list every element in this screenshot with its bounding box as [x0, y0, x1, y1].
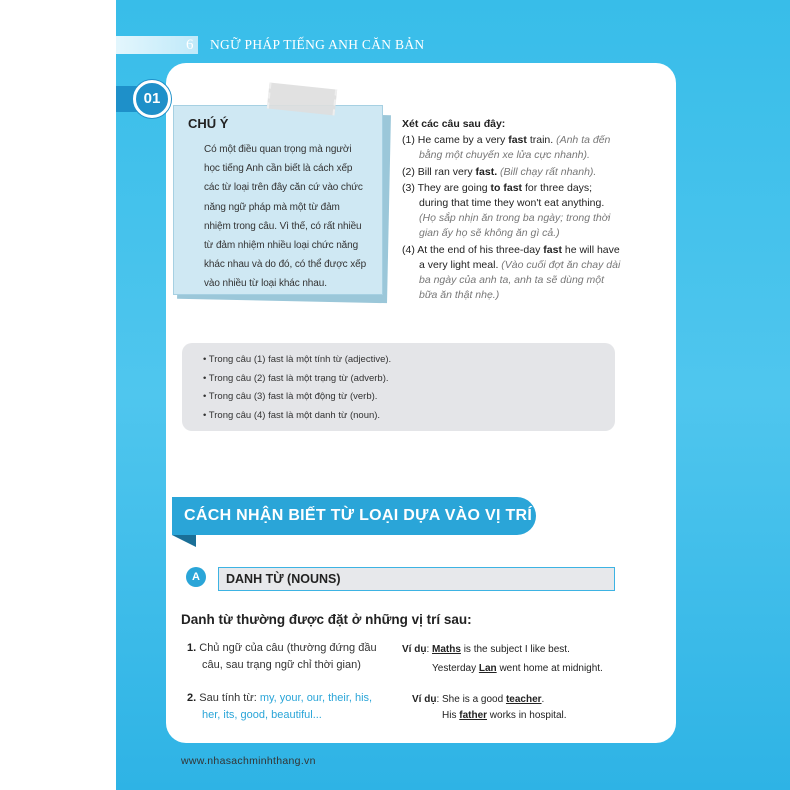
example-item — [402, 243, 624, 304]
example-item — [402, 133, 624, 163]
subsection-letter-badge: A — [186, 567, 206, 587]
summary-item: • Trong câu (1) fast là một tính từ (adjective). — [203, 354, 392, 365]
example-item — [402, 181, 624, 242]
example-text: . — [541, 694, 545, 705]
example-label: Ví dụ — [402, 644, 427, 655]
position-heading: Danh từ thường được đặt ở những vị trí sau: — [181, 612, 472, 627]
example-noun: father — [459, 710, 488, 721]
summary-item: • Trong câu (3) fast là một động từ (verb). — [203, 391, 378, 402]
example-noun: Lan — [478, 663, 497, 674]
section-title: CÁCH NHẬN BIẾT TỪ LOẠI DỰA VÀO VỊ TRÍ — [172, 497, 536, 535]
example-text: he will have a very light meal. — [419, 243, 620, 271]
example-noun: Maths — [432, 644, 461, 655]
subsection-title: DANH TỪ (NOUNS) — [218, 567, 615, 591]
rule-example — [442, 708, 567, 723]
example-item — [402, 165, 624, 180]
rule-item-1 — [187, 640, 397, 674]
example-text: His — [442, 710, 460, 721]
banner-fold — [172, 535, 196, 547]
rule-example — [412, 692, 544, 707]
example-translation: (Họ sắp nhịn ăn trong ba ngày; trong thời gian ấy họ sẽ không ăn gì cả.) — [419, 212, 611, 240]
example-text: They are going — [417, 181, 491, 194]
note-body: Có một điều quan trọng mà người học tiếng Anh cần biết là cách xếp các từ loại trên đây căn cứ vào chức năng ngữ pháp mà một từ đảm nhiệm trong câu. Vì thế, có rất nhiều từ đảm nhiệm nhiều loại chức năng khác nhau và do đó, có thể được xếp vào nhiều từ loại khác nhau. — [204, 144, 367, 290]
example-text: Bill ran very — [417, 165, 476, 178]
rule-example — [402, 642, 570, 657]
example-text: : — [426, 644, 433, 655]
rule-text: Sau tính từ: — [199, 692, 260, 704]
example-keyword: fast — [508, 134, 527, 147]
rule-text: câu, sau trạng ngữ chỉ thời gian) — [202, 659, 361, 671]
book-title: NGỮ PHÁP TIẾNG ANH CĂN BẢN — [210, 37, 425, 52]
example-text: He came by a very — [417, 134, 509, 147]
unit-badge: 01 — [133, 80, 171, 118]
page-number: 6 — [186, 37, 194, 53]
example-text: At the end of his three-day — [417, 243, 544, 256]
rule-example — [432, 661, 603, 676]
example-number: (4) — [402, 243, 415, 256]
summary-box — [182, 343, 615, 431]
summary-list — [203, 351, 615, 425]
example-text: for three days; during that time they won't eat anything. — [419, 181, 605, 210]
example-noun: teacher — [505, 694, 542, 705]
rule-item-2 — [187, 690, 397, 724]
example-keyword: fast — [543, 243, 562, 256]
example-text: : She is a good — [436, 694, 506, 705]
example-text: Yesterday — [432, 663, 479, 674]
example-translation: (Anh ta đến bằng một chuyến xe lửa cực nhanh). — [419, 134, 611, 162]
note-title: CHÚ Ý — [188, 116, 229, 131]
rule-text: Chủ ngữ của câu (thường đứng đầu — [199, 642, 377, 654]
example-text: went home at midnight. — [496, 663, 603, 674]
example-keyword: fast. — [475, 165, 498, 178]
example-number: (1) — [402, 134, 415, 147]
example-keyword: to fast — [490, 181, 523, 194]
example-text: is the subject I like best. — [460, 644, 570, 655]
example-text: train. — [526, 134, 557, 147]
example-translation: (Vào cuối đợt ăn chay dài ba ngày của anh ta, anh ta sẽ dùng một bữa ăn thật nhẹ.) — [419, 258, 621, 302]
summary-item: • Trong câu (4) fast là một danh từ (noun). — [203, 409, 381, 421]
example-text: works in hospital. — [487, 710, 567, 721]
rule-number: 2. — [187, 692, 197, 704]
examples-title: Xét các câu sau đây: — [402, 118, 506, 130]
example-number: (3) — [402, 181, 415, 194]
example-label: Ví dụ — [412, 694, 437, 705]
examples-block — [402, 117, 624, 303]
example-number: (2) — [402, 165, 415, 178]
rule-number: 1. — [187, 642, 197, 654]
rule-highlight: her, its, good, beautiful... — [202, 709, 322, 721]
footer-website: www.nhasachminhthang.vn — [181, 755, 316, 767]
example-translation: (Bill chạy rất nhanh). — [500, 165, 597, 178]
summary-item: • Trong câu (2) fast là một trạng từ (adverb). — [203, 372, 389, 384]
rule-highlight: my, your, our, their, his, — [259, 692, 373, 704]
